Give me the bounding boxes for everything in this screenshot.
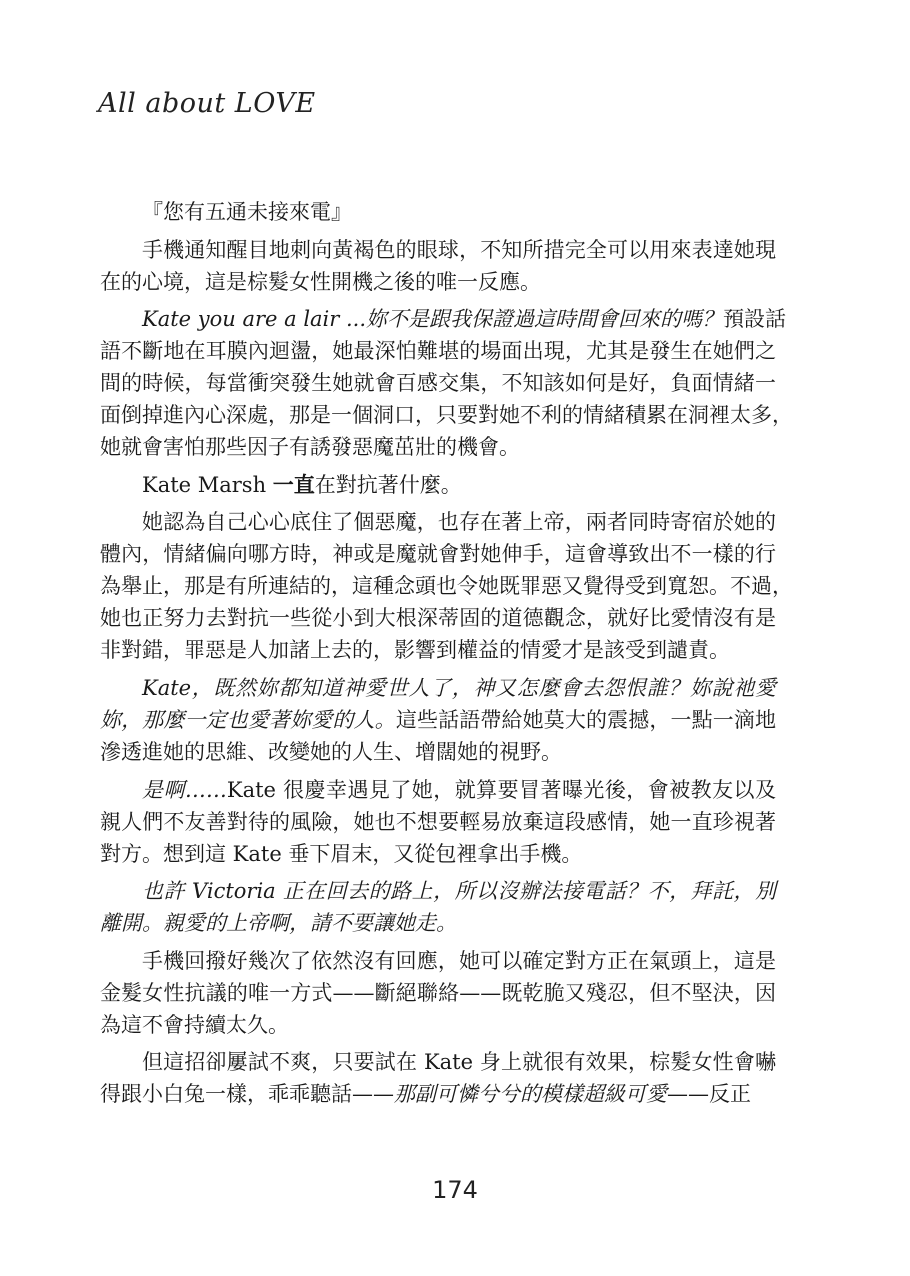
text-run: Kate，既然妳都知道神愛世人了，神又怎麼會去怨恨誰？妳說祂愛	[142, 675, 776, 700]
text-run: 但這招卻屢試不爽，只要試在 Kate 身上就很有效果，棕髮女性會嚇	[142, 1050, 776, 1075]
text-line	[100, 806, 776, 838]
text-run: 間的時候，每當衝突發生她就會百感交集，不知該如何是好，負面情緒一	[100, 371, 776, 396]
page-number: 174	[432, 1176, 478, 1204]
text-run: 預設話	[723, 307, 787, 332]
text-run: 手機通知醒目地刺向黃褐色的眼球，不知所措完全可以用來表達她現	[142, 237, 776, 262]
text-line	[100, 399, 793, 431]
body-text	[100, 196, 793, 1110]
text-line	[100, 266, 776, 298]
text-line	[100, 234, 776, 266]
text-run: 對方。想到這 Kate 垂下眉末，又從包裡拿出手機。	[100, 841, 583, 866]
text-run: 離開。親愛的上帝啊，請不要讓她走。	[100, 911, 457, 936]
text-run: 是啊……	[142, 777, 227, 802]
text-run: Kate Marsh	[142, 472, 273, 497]
text-line	[100, 875, 776, 907]
text-run: 親人們不友善對待的風險，她也不想要輕易放棄這段感情，她一直珍視著	[100, 809, 776, 834]
text-run: 妳，那麼一定也愛著妳愛的人。	[100, 707, 396, 732]
text-run: 為這不會持續太久。	[100, 1012, 289, 1037]
text-run: 她就會害怕那些因子有誘發惡魔茁壯的機會。	[100, 435, 520, 460]
text-run: Kate you are a lair ...妳不是跟我保證過這時間會回來的嗎？	[142, 307, 724, 332]
text-line	[100, 634, 776, 666]
text-line	[100, 431, 776, 463]
text-line	[100, 1078, 776, 1110]
text-run: ——反正	[667, 1082, 751, 1107]
text-run: 面倒掉進內心深處，那是一個洞口，只要對她不利的情緒積累在洞裡太多，	[100, 403, 793, 428]
text-line	[100, 736, 776, 768]
text-run: Kate 很慶幸遇見了她，就算要冒著曝光後，會被教友以及	[226, 777, 777, 802]
text-run: 在的心境，這是棕髮女性開機之後的唯一反應。	[100, 269, 541, 294]
text-line	[100, 977, 776, 1009]
text-line	[100, 602, 776, 634]
text-run: 金髮女性抗議的唯一方式——斷絕聯絡——既乾脆又殘忍，但不堅決，因	[100, 980, 776, 1005]
text-line	[100, 704, 776, 736]
text-run: 那副可憐兮兮的模樣超級可愛	[394, 1082, 667, 1107]
text-line	[100, 570, 793, 602]
text-line	[100, 506, 776, 538]
text-run: 體內，情緒偏向哪方時，神或是魔就會對她伸手，這會導致出不一樣的行	[100, 542, 776, 567]
text-run: 得跟小白兔一樣，乖乖聽話——	[100, 1082, 394, 1107]
running-header-title: All about LOVE	[98, 88, 316, 119]
text-line	[100, 303, 787, 335]
text-run: 這些話語帶給她莫大的震撼，一點一滴地	[395, 707, 777, 732]
text-line	[100, 945, 776, 977]
text-run: 一直	[272, 471, 315, 497]
text-line	[100, 672, 776, 704]
text-run: 也許 Victoria 正在回去的路上，所以沒辦法接電話？不，拜託，別	[142, 879, 776, 904]
text-run: 滲透進她的思維、改變她的人生、增闊她的視野。	[100, 739, 562, 764]
text-line	[100, 469, 776, 501]
text-run: 非對錯，罪惡是人加諸上去的，影響到權益的情愛才是該受到譴責。	[100, 638, 730, 663]
text-line	[100, 367, 776, 399]
text-line	[100, 907, 776, 939]
text-run: 語不斷地在耳膜內迴盪，她最深怕難堪的場面出現，尤其是發生在她們之	[100, 339, 776, 364]
text-run: 『您有五通未接來電』	[142, 200, 352, 224]
text-run: 為舉止，那是有所連結的，這種念頭也令她既罪惡又覺得受到寬恕。不過，	[100, 574, 793, 599]
text-run: 她認為自己心心底住了個惡魔，也存在著上帝，兩者同時寄宿於她的	[142, 510, 776, 535]
text-run: 手機回撥好幾次了依然沒有回應，她可以確定對方正在氣頭上，這是	[142, 948, 776, 973]
text-line	[100, 538, 776, 570]
text-line	[100, 774, 776, 806]
text-line	[100, 1009, 776, 1041]
text-run: 她也正努力去對抗一些從小到大根深蒂固的道德觀念，就好比愛情沒有是	[100, 606, 776, 631]
text-line	[100, 1046, 776, 1078]
text-line	[100, 335, 776, 367]
text-run: 在對抗著什麼。	[314, 472, 462, 497]
text-line	[100, 196, 776, 228]
text-line	[100, 838, 776, 870]
